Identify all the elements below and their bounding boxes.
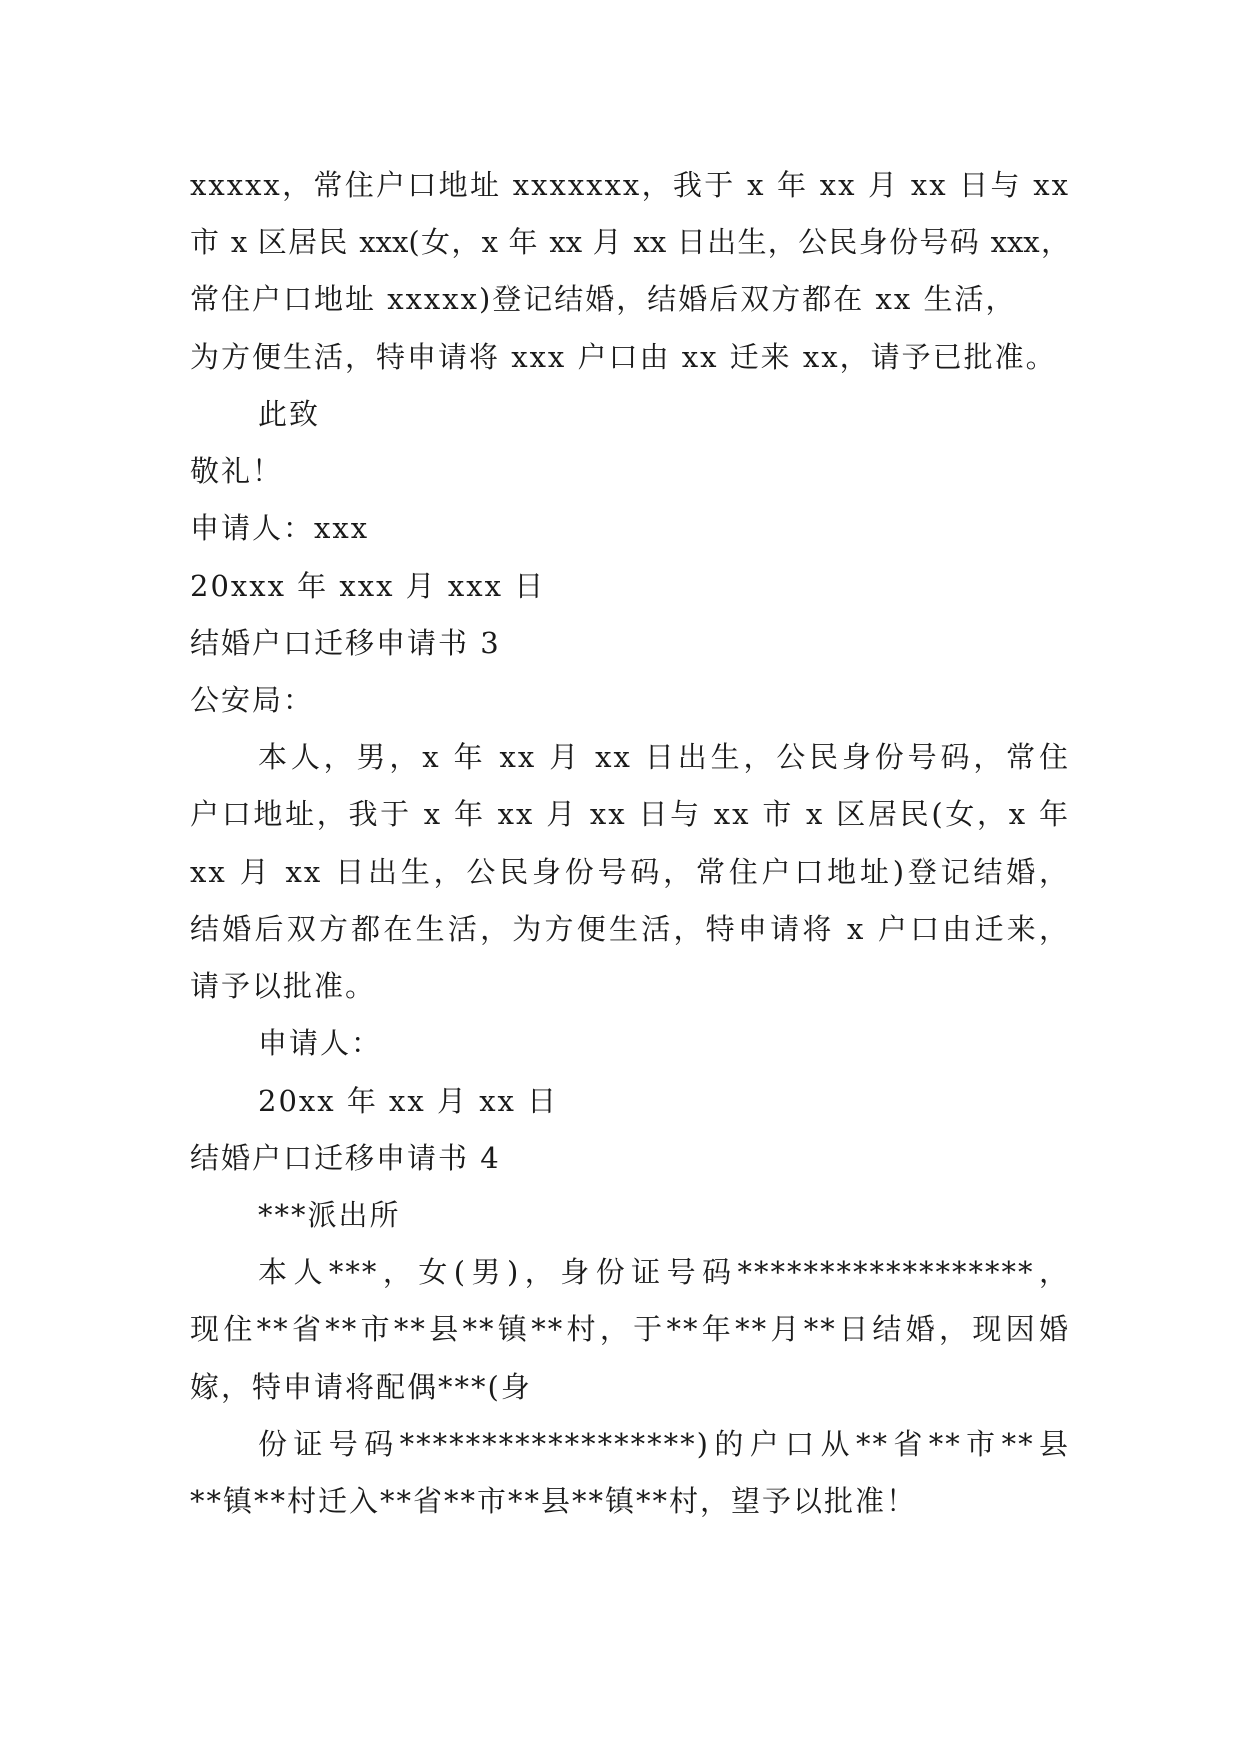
- paragraph-line: 嫁，特申请将配偶***(身: [190, 1370, 532, 1404]
- paragraph-line: 本人，男，x 年 xx 月 xx 日出生，公民身份号码，常住: [258, 740, 1070, 774]
- paragraph-line: 市 x 区居民 xxx(女，x 年 xx 月 xx 日出生，公民身份号码 xxx，: [190, 225, 1070, 259]
- applicant-line: 申请人：xxx: [190, 511, 370, 545]
- date-line: 20xxx 年 xxx 月 xxx 日: [190, 569, 546, 603]
- date-line: 20xx 年 xx 月 xx 日: [258, 1084, 559, 1118]
- section-title: 结婚户口迁移申请书 3: [190, 626, 501, 660]
- paragraph-line: 常住户口地址 xxxxx)登记结婚，结婚后双方都在 xx 生活，: [190, 282, 1017, 316]
- paragraph-line: 本人***，女(男)，身份证号码******************，: [258, 1255, 1070, 1289]
- applicant-line: 申请人：: [258, 1026, 383, 1060]
- paragraph-line: 为方便生活，特申请将 xxx 户口由 xx 迁来 xx，请予已批准。: [190, 340, 1057, 374]
- section-title: 结婚户口迁移申请书 4: [190, 1141, 501, 1175]
- paragraph-line: **镇**村迁入**省**市**县**镇**村，望予以批准！: [190, 1484, 918, 1518]
- paragraph-line: 结婚后双方都在生活，为方便生活，特申请将 x 户口由迁来，: [190, 912, 1070, 946]
- closing-regards: 敬礼！: [190, 454, 284, 488]
- paragraph-line: 户口地址，我于 x 年 xx 月 xx 日与 xx 市 x 区居民(女，x 年: [190, 797, 1070, 831]
- paragraph-line: xxxxx，常住户口地址 xxxxxxx，我于 x 年 xx 月 xx 日与 xx: [190, 168, 1070, 202]
- closing-salutation: 此致: [258, 397, 321, 431]
- addressee: ***派出所: [258, 1198, 401, 1232]
- paragraph-line: xx 月 xx 日出生，公民身份号码，常住户口地址)登记结婚，: [190, 855, 1070, 889]
- paragraph-line: 份证号码******************)的户口从**省**市**县: [258, 1427, 1070, 1461]
- paragraph-line: 请予以批准。: [190, 969, 377, 1003]
- addressee: 公安局：: [190, 683, 315, 717]
- paragraph-line: 现住**省**市**县**镇**村，于**年**月**日结婚，现因婚: [190, 1312, 1070, 1346]
